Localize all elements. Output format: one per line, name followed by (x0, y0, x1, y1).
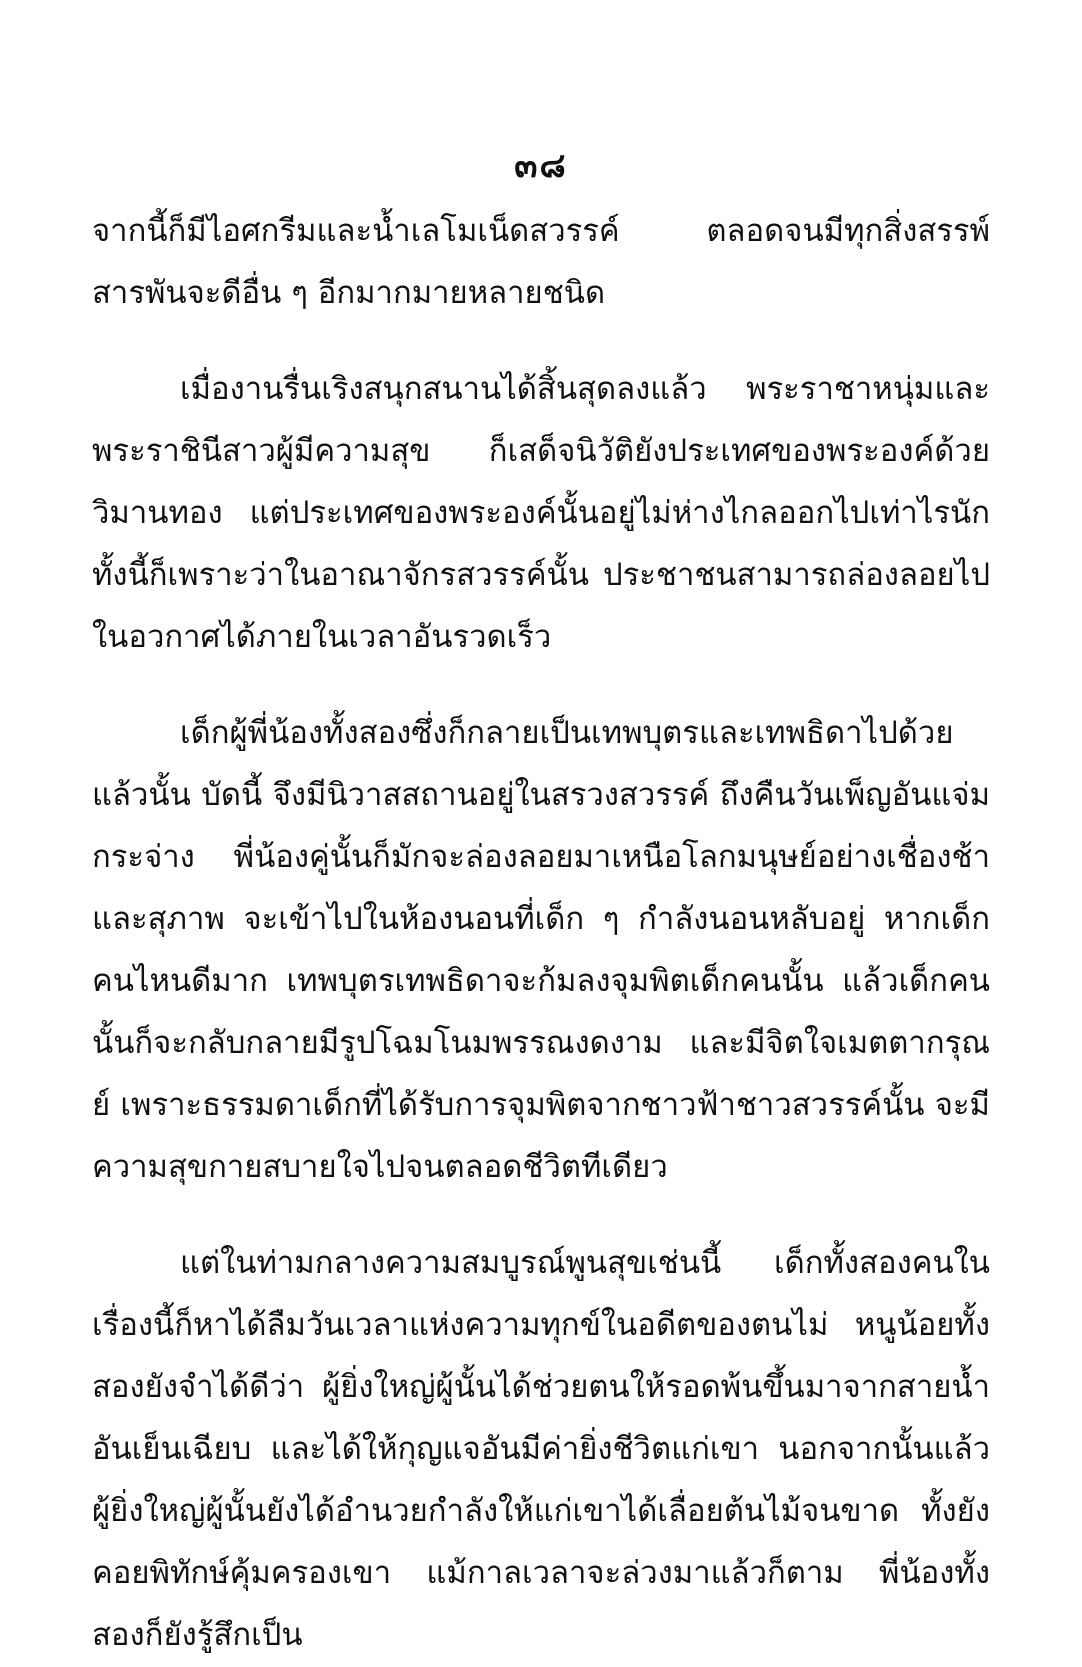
paragraph: เมื่องานรื่นเริงสนุกสนานได้สิ้นสุดลงแล้ว พระราชาหนุ่มและพระราชินีสาวผู้มีความสุข ก็เสด็จนิวัติยังประเทศของพระองค์ด้วยวิมานทอง แต่ประเทศของพระองค์นั้นอยู่ไม่ห่างไกลออกไปเท่าไรนัก ทั้งนี้ก็เพราะว่าในอาณาจักรสวรรค์นั้น ประชาชนสามารถล่องลอยไปในอวกาศได้ภายในเวลาอันรวดเร็ว (92, 371, 990, 655)
page-body (92, 200, 990, 1666)
paragraph-continuation: จากนี้ก็มีไอศกรีมและน้ำเลโมเน็ดสวรรค์ ตลอดจนมีทุกสิ่งสรรพ์สารพันจะดีอื่น ๆ อีกมากมายหลายชนิด (92, 213, 990, 311)
paragraph: เด็กผู้พี่น้องทั้งสองซึ่งก็กลายเป็นเทพบุตรและเทพธิดาไปด้วยแล้วนั้น บัดนี้ จึงมีนิวาสสถานอยู่ในสรวงสวรรค์ ถึงคืนวันเพ็ญอันแจ่มกระจ่าง พี่น้องคู่นั้นก็มักจะล่องลอยมาเหนือโลกมนุษย์อย่างเชื่องช้าและสุภาพ จะเข้าไปในห้องนอนที่เด็ก ๆ กำลังนอนหลับอยู่ หากเด็กคนไหนดีมาก เทพบุตรเทพธิดาจะก้มลงจุมพิตเด็กคนนั้น แล้วเด็กคนนั้นก็จะกลับกลายมีรูปโฉมโนมพรรณงดงาม และมีจิตใจเมตตากรุณย์ เพราะธรรมดาเด็กที่ได้รับการจุมพิตจากชาวฟ้าชาวสวรรค์นั้น จะมีความสุขกายสบายใจไปจนตลอดชีวิตทีเดียว (92, 715, 990, 1185)
page-number: ๓๘ (514, 146, 568, 186)
paragraph: แต่ในท่ามกลางความสมบูรณ์พูนสุขเช่นนี้ เด็กทั้งสองคนในเรื่องนี้ก็หาได้ลืมวันเวลาแห่งความทุกข์ในอดีตของตนไม่ หนูน้อยทั้งสองยังจำได้ดีว่า ผู้ยิ่งใหญ่ผู้นั้นได้ช่วยตนให้รอดพ้นขึ้นมาจากสายน้ำอันเย็นเฉียบ และได้ให้กุญแจอันมีค่ายิ่งชีวิตแก่เขา นอกจากนั้นแล้ว ผู้ยิ่งใหญ่ผู้นั้นยังได้อำนวยกำลังให้แก่เขาได้เลื่อยต้นไม้จนขาด ทั้งยังคอยพิทักษ์คุ้มครองเขา แม้กาลเวลาจะล่วงมาแล้วก็ตาม พี่น้องทั้งสองก็ยังรู้สึกเป็น (92, 1245, 990, 1653)
